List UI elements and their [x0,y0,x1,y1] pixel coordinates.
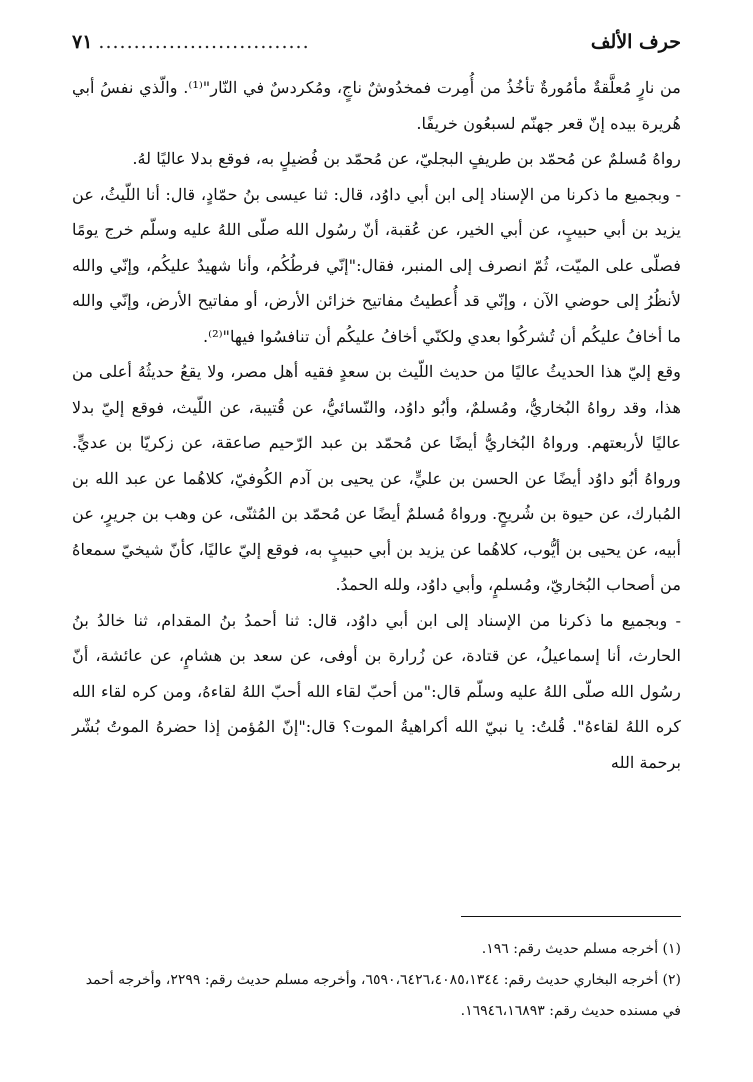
page-header [72,26,681,58]
footnotes [72,934,681,1027]
footnote: (١) أخرجه مسلم حديث رقم: ١٩٦. [481,941,681,957]
paragraph: - وبجميع ما ذكرنا من الإسناد إلى ابن أبي داوُد، قال: ثنا عيسى بنُ حمّادٍ، قال: أنا اللّيثُ، عن يزيد بن أبي حبيبٍ، عن أبي الخير، عن عُقبة، أنّ رسُول الله صلّى اللهُ عليه وسلّم خرج يومًا فصلّى على الميّت، ثُمّ انصرف إلى المنبر، فقال:"إنّي فرطُكُم، وأنا شهيدٌ عليكُم، وإنّي والله لأنظُرُ إلى حوضي الآن ، وإنّي قد أُعطيتُ مفاتيح خزائن الأرض، أو مفاتيح الأرض، وإنّي والله ما أخافُ عليكُم أن تُشركُوا بعدي ولكنّي أخافُ عليكُم أن تنافسُوا فيها"⁽²⁾. [72,184,681,346]
page-number: ٧١ [72,31,93,53]
main-text [72,70,681,780]
paragraph: وقع إليّ هذا الحديثُ عاليًا من حديث اللّيث بن سعدٍ فقيه أهل مصر، ولا يقعُ حديثُهُ أعلى من هذا، وقد رواهُ البُخاريُّ، ومُسلمٌ، وأبُو داوُد، والنّسائيُّ، عن قُتيبة، عن اللّيث، فوقع إليّ بدلا عاليًا لأربعتهم. ورواهُ البُخاريُّ أيضًا عن مُحمّد بن عبد الرّحيم صاعقة، عن زكريّا بن عديٍّ. ورواهُ أبُو داوُد أيضًا عن الحسن بن عليٍّ، عن يحيى بن آدم الكُوفيّ، كلاهُما عن عبد الله بن المُبارك، عن حيوة بن شُريحٍ. ورواهُ مُسلمٌ أيضًا عن مُحمّد بن المُثنّى، عن وهب بن جريرٍ، عن أبيه، عن يحيى بن أيُّوب، كلاهُما عن يزيد بن أبي حبيبٍ به، فوقع إليّ عاليًا، كأنّ شيخيّ سمعاهُ من أصحاب البُخاريّ، ومُسلمٍ، وأبي داوُد، ولله الحمدُ. [72,362,681,594]
paragraph: من نارٍ مُعلَّقةٌ مأمُورةٌ تأخُذُ من أُمِرت فمخدُوشٌ ناجٍ، ومُكردسٌ في النّار"⁽¹⁾. والّذي نفسُ أبي هُريرة بيده إنّ قعر جهنّم لسبعُون خريفًا. [72,78,681,133]
paragraph: - وبجميع ما ذكرنا من الإسناد إلى ابن أبي داوُد، قال: ثنا أحمدُ بنُ المقدام، ثنا خالدُ بنُ الحارث، أنا إسماعيلُ، عن قتادة، عن زُرارة بن أوفى، عن سعد بن هشامٍ، عن عائشة، أنّ رسُول الله صلّى اللهُ عليه وسلّم قال:"من أحبّ لقاء الله أحبّ اللهُ لقاءهُ، ومن كره لقاء الله كره اللهُ لقاءهُ". قُلتُ: يا نبيّ الله أكراهيةُ الموت؟ قال:"إنّ المُؤمن إذا حضرهُ الموتُ بُشّر برحمة الله [72,610,681,772]
running-title: حرف الألف [590,31,681,53]
footnote-separator [461,916,681,917]
paragraph: رواهُ مُسلمٌ عن مُحمّد بن طريفٍ البجليّ، عن مُحمّد بن فُضيلٍ به، فوقع بدلا عاليًا لهُ. [132,149,681,168]
footnote: (٢) أخرجه البخاري حديث رقم: ٦٥٩٠،٦٤٢٦،٤٠٨٥،١٣٤٤، وأخرجه مسلم حديث رقم: ٢٢٩٩، وأخرجه أحمد في مسنده حديث رقم: ١٦٩٤٦،١٦٨٩٣. [85,972,681,1019]
header-leader-dots: .............................. [98,31,310,53]
